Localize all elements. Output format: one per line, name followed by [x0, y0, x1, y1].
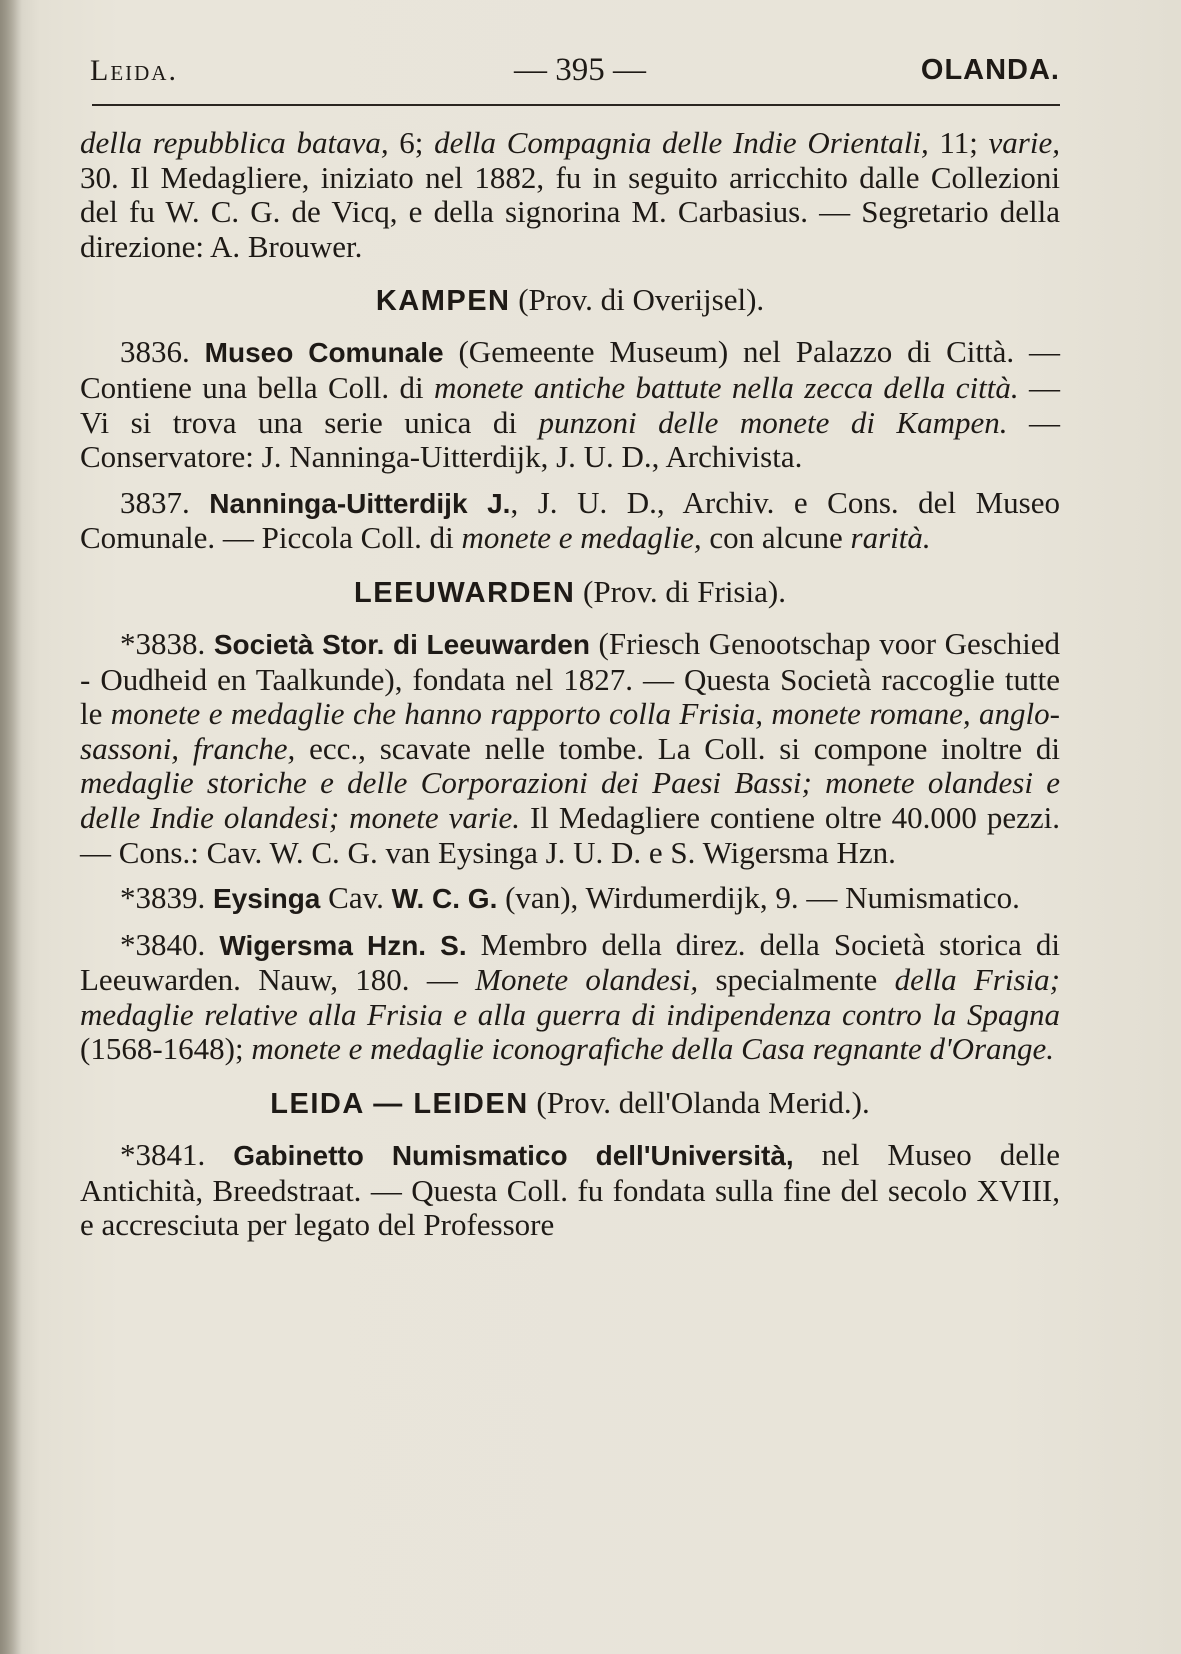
- text: (van), Wirdumerdijk, 9. — Numismatico.: [497, 880, 1020, 916]
- continuation-paragraph: [80, 126, 1060, 264]
- running-head: [90, 48, 1060, 98]
- text: 11;: [928, 125, 989, 160]
- entry-number: 3836.: [120, 334, 205, 370]
- entry-name: Museo Comunale: [204, 337, 444, 369]
- entry-3841: [80, 1138, 1060, 1243]
- running-head-right: OLANDA.: [920, 54, 1060, 86]
- text-italic: monete antiche battute nella zecca della città.: [433, 369, 1019, 405]
- text: specialmente: [698, 962, 895, 998]
- entry-number: 3837.: [120, 484, 210, 520]
- text-italic: monete e medaglie,: [461, 520, 702, 556]
- section-heading-leeuwarden: [80, 574, 1060, 611]
- text: con alcune: [701, 520, 851, 556]
- text-italic: della Frisia; medaglie relative alla Frisia e alla guerra di indipendenza contro la Spagna: [80, 962, 1060, 1032]
- page-body: [80, 126, 1060, 1243]
- text: (1568-1648);: [80, 1031, 252, 1067]
- entry-number: *3839.: [120, 880, 213, 916]
- city-name: LEIDA — LEIDEN: [270, 1088, 529, 1121]
- text: 30. Il Medagliere, iniziato nel 1882, fu in seguito arricchito dalle Collezioni del fu W. C. G. de Vicq, e della signorina M. Carbasius. — Segretario della direzione: A. Brouwer.: [80, 159, 1060, 264]
- entry-3836: [80, 335, 1060, 474]
- section-heading-leida: [80, 1085, 1060, 1122]
- city-name: KAMPEN: [375, 285, 511, 318]
- text: (Gemeente Museum) nel Palazzo di Città. — Contiene una bella Coll. di: [80, 334, 1061, 405]
- entry-number: *3841.: [120, 1137, 234, 1173]
- text-italic: Monete olandesi,: [475, 962, 699, 998]
- entry-name: Wigersma Hzn. S.: [219, 929, 467, 961]
- text: , J. U. D., Archiv. e Cons. del Museo Comunale. — Piccola Coll. di: [80, 484, 1060, 556]
- text: nel Museo delle Antichità, Breedstraat. — Questa Coll. fu fondata sulla fine del secolo XVIII, e accresciuta per legato del Professore: [80, 1137, 1060, 1243]
- entry-3839: [80, 881, 1060, 917]
- entry-name: Eysinga: [213, 883, 321, 915]
- entry-3840: [80, 928, 1060, 1067]
- entry-name: Società Stor. di Leeuwarden: [213, 628, 590, 660]
- text-italic: della repubblica batava,: [80, 125, 389, 160]
- text-italic: punzoni delle monete di Kampen.: [538, 404, 1008, 440]
- text-italic: medaglie storiche e delle Corporazioni dei Paesi Bassi; monete olandesi e delle Indie olandesi; monete varie.: [80, 765, 1060, 835]
- entry-number: *3840.: [120, 926, 220, 962]
- text-italic: varie,: [988, 125, 1060, 160]
- spine-shadow: [0, 0, 22, 1654]
- entry-3838: [80, 627, 1060, 870]
- text: 6;: [388, 125, 435, 160]
- province: (Prov. dell'Olanda Merid.).: [528, 1085, 870, 1121]
- city-name: LEEUWARDEN: [354, 576, 576, 609]
- province: (Prov. di Overijsel).: [510, 282, 765, 318]
- header-rule: [92, 104, 1060, 106]
- page-number: — 395 —: [514, 52, 646, 88]
- text-italic: rarità.: [850, 520, 931, 556]
- running-head-left: Leida.: [90, 54, 178, 87]
- text: — Vi si trova una serie unica di: [80, 369, 1060, 440]
- entry-name: Gabinetto Numismatico dell'Università,: [233, 1140, 794, 1172]
- text: Il Medagliere contiene oltre 40.000 pezzi. — Cons.: Cav. W. C. G. van Eysinga J. U. D. e S. Wigersma Hzn.: [80, 799, 1060, 870]
- text: Membro della direz. della Società storica di Leeuwarden. Nauw, 180. —: [80, 926, 1060, 998]
- province: (Prov. di Frisia).: [575, 573, 786, 609]
- text-italic: monete e medaglie iconografiche della Casa regnante d'Orange.: [251, 1031, 1055, 1067]
- entry-3837: [80, 486, 1060, 556]
- text: ecc., scavate nelle tombe. La Coll. si compone inoltre di: [295, 730, 1060, 766]
- entry-number: *3838.: [120, 625, 214, 661]
- text: Cav.: [320, 880, 392, 916]
- section-heading-kampen: [80, 282, 1060, 319]
- text: — Conservatore: J. Nanninga-Uitterdijk, J. U. D., Archivista.: [80, 404, 1060, 475]
- text-italic: della Compagnia delle Indie Orientali,: [434, 125, 929, 160]
- text-italic: monete e medaglie che hanno rapporto colla Frisia, monete romane, anglo-sassoni, franche,: [80, 696, 1060, 766]
- text: (Friesch Genootschap voor Geschied - Oudheid en Taalkunde), fondata nel 1827. — Questa Società raccoglie tutte le: [80, 625, 1060, 732]
- entry-name: Nanninga-Uitterdijk J.: [209, 487, 511, 519]
- entry-initials: W. C. G.: [391, 883, 498, 915]
